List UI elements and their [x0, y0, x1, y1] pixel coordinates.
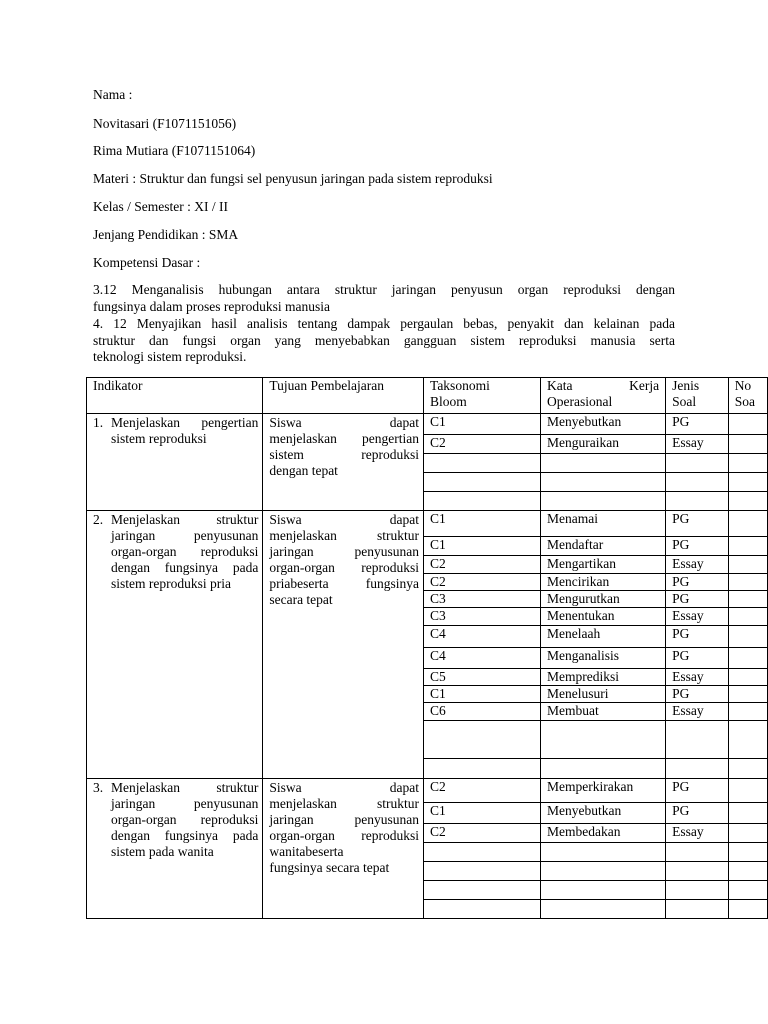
jenis-cell: PG — [666, 414, 729, 435]
kko-cell: Memprediksi — [541, 669, 666, 686]
jenis-cell — [666, 473, 729, 492]
table-row — [87, 414, 768, 435]
no-cell — [728, 492, 767, 511]
kko-cell: Mengurutkan — [541, 591, 666, 608]
kko-cell — [541, 473, 666, 492]
kko-cell: Menelusuri — [541, 686, 666, 703]
jenis-cell: Essay — [666, 669, 729, 686]
no-cell — [728, 779, 767, 803]
no-cell — [728, 721, 767, 759]
indikator-cell — [87, 511, 263, 779]
tujuan-line: organ-organ reproduksi — [269, 560, 420, 575]
indikator-line: sistem reproduksi pria — [111, 576, 231, 591]
jenis-cell — [666, 900, 729, 919]
jenis-cell: Essay — [666, 824, 729, 843]
bloom-cell: C2 — [424, 574, 541, 591]
no-cell — [728, 843, 767, 862]
bloom-cell: C1 — [424, 686, 541, 703]
indikator-number: 3. — [93, 780, 104, 795]
bloom-cell — [424, 881, 541, 900]
indikator-line: jaringan penyusunan — [111, 796, 259, 811]
bloom-cell — [424, 454, 541, 473]
no-cell — [728, 473, 767, 492]
bloom-cell: C2 — [424, 435, 541, 454]
tujuan-line: secara tepat — [269, 592, 333, 607]
kko-cell: Mendaftar — [541, 537, 666, 556]
jenis-cell — [666, 721, 729, 759]
tujuan-line: Siswa dapat — [269, 780, 420, 795]
kko-cell: Menamai — [541, 511, 666, 537]
bloom-cell: C3 — [424, 591, 541, 608]
tujuan-cell — [263, 779, 424, 919]
kko-cell: Menguraikan — [541, 435, 666, 454]
indikator-line: Menjelaskan struktur — [111, 780, 259, 795]
kd-4-12 — [93, 316, 675, 366]
jenis-cell — [666, 492, 729, 511]
no-cell — [728, 574, 767, 591]
header-nomor-soal: No Soa — [728, 378, 767, 414]
jenis-cell: PG — [666, 648, 729, 669]
no-cell — [728, 435, 767, 454]
kko-cell — [541, 881, 666, 900]
jenis-cell: PG — [666, 803, 729, 824]
jenis-cell: Essay — [666, 608, 729, 626]
bloom-cell: C2 — [424, 779, 541, 803]
tujuan-line: wanitabeserta — [269, 844, 344, 859]
bloom-cell — [424, 721, 541, 759]
tujuan-line: sistem reproduksi — [269, 447, 420, 462]
indikator-line: dengan fungsinya pada — [111, 828, 259, 843]
bloom-cell: C2 — [424, 824, 541, 843]
no-cell — [728, 881, 767, 900]
bloom-cell: C4 — [424, 648, 541, 669]
no-cell — [728, 556, 767, 574]
jenjang-line: Jenjang Pendidikan : SMA — [93, 227, 239, 242]
no-cell — [728, 862, 767, 881]
bloom-cell — [424, 862, 541, 881]
no-cell — [728, 759, 767, 779]
header-indikator: Indikator — [87, 378, 263, 414]
tujuan-line: menjelaskan struktur — [269, 528, 420, 543]
no-cell — [728, 511, 767, 537]
indikator-number: 1. — [93, 415, 104, 430]
header-jenis-soal: Jenis Soal — [666, 378, 729, 414]
no-cell — [728, 454, 767, 473]
indikator-line: sistem reproduksi — [111, 431, 207, 446]
jenis-cell — [666, 881, 729, 900]
indikator-line: organ-organ reproduksi — [111, 544, 259, 559]
student-1: Novitasari (F1071151056) — [93, 116, 237, 131]
bloom-cell: C3 — [424, 608, 541, 626]
no-cell — [728, 900, 767, 919]
kelas-line: Kelas / Semester : XI / II — [93, 199, 228, 214]
tujuan-cell — [263, 511, 424, 779]
indikator-line: sistem pada wanita — [111, 844, 214, 859]
jenis-cell: PG — [666, 537, 729, 556]
indikator-line: jaringan penyusunan — [111, 528, 259, 543]
tujuan-line: Siswa dapat — [269, 512, 420, 527]
kd1-line-2: fungsinya dalam proses reproduksi manusia — [93, 298, 330, 314]
materi-line: Materi : Struktur dan fungsi sel penyusun jaringan pada sistem reproduksi — [93, 171, 493, 186]
indikator-table — [86, 377, 768, 919]
bloom-cell: C1 — [424, 414, 541, 435]
kompetensi-label: Kompetensi Dasar : — [93, 255, 201, 270]
kko-cell — [541, 862, 666, 881]
kko-cell: Membedakan — [541, 824, 666, 843]
bloom-cell: C1 — [424, 511, 541, 537]
tujuan-line: priabeserta fungsinya — [269, 576, 420, 591]
no-cell — [728, 669, 767, 686]
bloom-cell — [424, 492, 541, 511]
tujuan-line: organ-organ reproduksi — [269, 828, 420, 843]
jenis-cell: PG — [666, 626, 729, 648]
indikator-line: Menjelaskan struktur — [111, 512, 259, 527]
bloom-cell — [424, 473, 541, 492]
jenis-cell: Essay — [666, 556, 729, 574]
jenis-cell: Essay — [666, 435, 729, 454]
bloom-cell — [424, 759, 541, 779]
table-row — [87, 779, 768, 803]
jenis-cell: PG — [666, 591, 729, 608]
tujuan-cell — [263, 414, 424, 511]
tujuan-line: fungsinya secara tepat — [269, 860, 390, 875]
tujuan-line: jaringan penyusunan — [269, 544, 420, 559]
kko-cell — [541, 900, 666, 919]
kko-cell — [541, 492, 666, 511]
table-row — [87, 511, 768, 537]
bloom-cell: C4 — [424, 626, 541, 648]
indikator-line: dengan fungsinya pada — [111, 560, 259, 575]
indikator-cell — [87, 779, 263, 919]
bloom-cell — [424, 900, 541, 919]
no-cell — [728, 648, 767, 669]
jenis-cell: PG — [666, 686, 729, 703]
jenis-cell — [666, 454, 729, 473]
indikator-line: Menjelaskan pengertian — [111, 415, 259, 430]
bloom-cell: C5 — [424, 669, 541, 686]
tujuan-line: menjelaskan pengertian — [269, 431, 420, 446]
no-cell — [728, 608, 767, 626]
kd1-line-1: 3.12 Menganalisis hubungan antara struktur jaringan penyusun organ reproduksi dengan — [93, 282, 675, 297]
kko-cell: Memperkirakan — [541, 779, 666, 803]
no-cell — [728, 591, 767, 608]
jenis-cell: Essay — [666, 703, 729, 721]
header-tujuan: Tujuan Pembelajaran — [263, 378, 424, 414]
bloom-cell: C6 — [424, 703, 541, 721]
no-cell — [728, 824, 767, 843]
no-cell — [728, 537, 767, 556]
jenis-cell — [666, 843, 729, 862]
kko-cell — [541, 454, 666, 473]
no-cell — [728, 803, 767, 824]
tujuan-line: Siswa dapat — [269, 415, 420, 430]
kko-cell: Mencirikan — [541, 574, 666, 591]
no-cell — [728, 414, 767, 435]
kko-cell: Menyebutkan — [541, 803, 666, 824]
kko-cell: Menganalisis — [541, 648, 666, 669]
table-header-row — [87, 378, 768, 414]
kd2-line-3: teknologi sistem reproduksi. — [93, 349, 247, 364]
no-cell — [728, 686, 767, 703]
jenis-cell — [666, 759, 729, 779]
tujuan-line: dengan tepat — [269, 463, 338, 478]
tujuan-line: jaringan penyusunan — [269, 812, 420, 827]
kko-cell: Membuat — [541, 703, 666, 721]
indikator-line: organ-organ reproduksi — [111, 812, 259, 827]
header-taksonomi: Taksonomi Bloom — [424, 378, 541, 414]
jenis-cell — [666, 862, 729, 881]
kko-cell — [541, 843, 666, 862]
no-cell — [728, 626, 767, 648]
indikator-number: 2. — [93, 512, 104, 527]
kko-cell: Menyebutkan — [541, 414, 666, 435]
kko-cell — [541, 721, 666, 759]
header-kata-kerja: Kata Kerja Operasional — [541, 378, 666, 414]
no-cell — [728, 703, 767, 721]
kd2-line-2: struktur dan fungsi organ yang menyebabkan gangguan sistem reproduksi manusia serta — [93, 332, 675, 348]
kko-cell — [541, 759, 666, 779]
bloom-cell: C1 — [424, 537, 541, 556]
nama-label: Nama : — [93, 87, 133, 102]
jenis-cell: PG — [666, 779, 729, 803]
jenis-cell: PG — [666, 574, 729, 591]
bloom-cell: C1 — [424, 803, 541, 824]
kko-cell: Menentukan — [541, 608, 666, 626]
kko-cell: Mengartikan — [541, 556, 666, 574]
jenis-cell: PG — [666, 511, 729, 537]
bloom-cell — [424, 843, 541, 862]
bloom-cell: C2 — [424, 556, 541, 574]
tujuan-line: menjelaskan struktur — [269, 796, 420, 811]
kd2-line-1: 4. 12 Menyajikan hasil analisis tentang dampak pergaulan bebas, penyakit dan kelainan pada — [93, 316, 675, 331]
indikator-cell — [87, 414, 263, 511]
kd-3-12 — [93, 282, 675, 315]
kko-cell: Menelaah — [541, 626, 666, 648]
student-2: Rima Mutiara (F1071151064) — [93, 143, 256, 158]
